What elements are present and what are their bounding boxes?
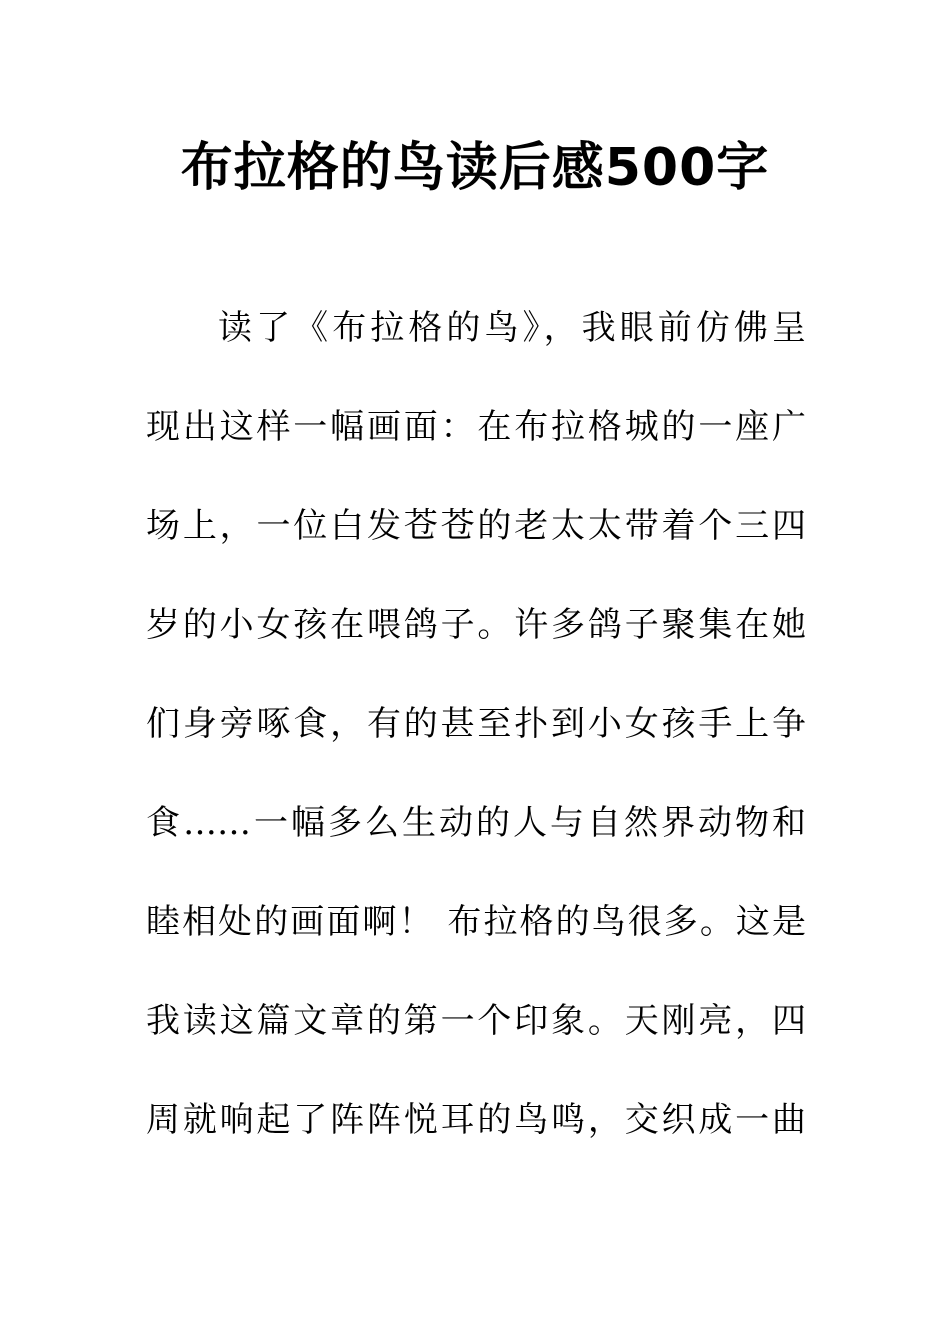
paragraph-line: 岁的小女孩在喂鸽子。许多鸽子聚集在她 [146,605,806,645]
document-title: 布拉格的鸟读后感500字 [180,138,770,198]
body-paragraph [146,300,806,1191]
paragraph-line: 食……一幅多么生动的人与自然界动物和 [146,803,806,843]
paragraph-line: 读了《布拉格的鸟》，我眼前仿佛呈 [218,308,806,348]
paragraph-line: 场上，一位白发苍苍的老太太带着个三四 [146,506,806,546]
paragraph-line: 我读这篇文章的第一个印象。天刚亮，四 [146,1001,806,1041]
paragraph-line: 睦相处的画面啊！ 布拉格的鸟很多。这是 [146,902,806,942]
paragraph-line: 们身旁啄食，有的甚至扑到小女孩手上争 [146,704,806,744]
paragraph-line: 周就响起了阵阵悦耳的鸟鸣，交织成一曲 [146,1100,806,1140]
paragraph-line: 现出这样一幅画面：在布拉格城的一座广 [146,407,806,447]
